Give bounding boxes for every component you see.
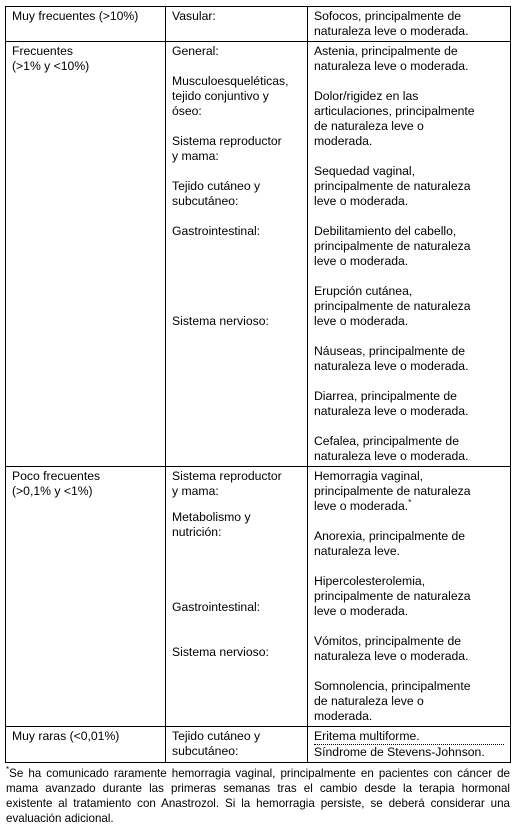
- effect-text: Síndrome de Stevens-Johnson.: [314, 745, 485, 759]
- system-label: Metabolismo y nutrición:: [172, 510, 251, 539]
- footnote: [6, 766, 510, 826]
- effect-text: Astenia, principalmente de naturaleza leve o moderada.: [314, 44, 469, 73]
- adverse-reactions-table: [5, 6, 511, 763]
- effect-cell: [308, 727, 511, 763]
- effect-text: Dolor/rigidez en las articulaciones, principalmente de naturaleza leve o moderada.: [314, 89, 475, 148]
- system-label: Sistema nervioso:: [172, 645, 269, 659]
- system-label: Vasular:: [172, 9, 216, 23]
- effect-text: Sequedad vaginal, principalmente de naturaleza leve o moderada.: [314, 164, 471, 208]
- system-label: Sistema reproductor y mama:: [172, 134, 282, 163]
- effect-text-body: Hemorragia vaginal, principalmente de naturaleza leve o moderada.: [314, 469, 471, 513]
- effect-text: Eritema multiforme.: [314, 729, 504, 745]
- system-cell: [166, 42, 308, 467]
- frequency-cell: [6, 42, 166, 467]
- system-cell: [166, 727, 308, 763]
- frequency-label: Poco frecuentes (>0,1% y <1%): [12, 469, 101, 498]
- frequency-cell: [6, 727, 166, 763]
- system-label: Sistema nervioso:: [172, 314, 269, 328]
- effect-text: Náuseas, principalmente de naturaleza leve o moderada.: [314, 344, 469, 373]
- effect-text: [314, 469, 504, 514]
- effect-text: Erupción cutánea, principalmente de naturaleza leve o moderada.: [314, 284, 471, 328]
- system-label: Tejido cutáneo y subcutáneo:: [172, 179, 261, 208]
- frequency-label: Muy raras (<0,01%): [12, 729, 120, 743]
- effect-cell: [308, 42, 511, 467]
- frequency-label: Muy frecuentes (>10%): [12, 9, 139, 23]
- footnote-marker: *: [408, 497, 412, 507]
- frequency-cell: [6, 7, 166, 42]
- effect-text: Diarrea, principalmente de naturaleza leve o moderada.: [314, 389, 469, 418]
- system-label: Musculoesqueléticas, tejido conjuntivo y óseo:: [172, 74, 289, 118]
- system-label: Sistema reproductor y mama:: [172, 469, 282, 498]
- effect-text: Hipercolesterolemia, principalmente de naturaleza leve o moderada.: [314, 574, 471, 618]
- effect-text: Anorexia, principalmente de naturaleza leve.: [314, 529, 466, 558]
- effect-text: Somnolencia, principalmente de naturaleza leve o moderada.: [314, 679, 471, 723]
- effect-text: Vómitos, principalmente de naturaleza leve o moderada.: [314, 634, 469, 663]
- footnote-text: Se ha comunicado raramente hemorragia vaginal, principalmente en pacientes con cáncer de mama avanzado durante las primeras semanas tras el cambio desde la terapia hormonal existente al tratamiento con Anastrozol. Si la hemorragia persiste, se deberá considerar una evaluación adicional.: [6, 767, 510, 825]
- system-label: Gastrointestinal:: [172, 224, 261, 238]
- system-cell: [166, 7, 308, 42]
- system-label: General:: [172, 44, 219, 58]
- effect-text: Cefalea, principalmente de naturaleza leve o moderada.: [314, 434, 469, 463]
- table-row: [6, 7, 511, 42]
- system-label: Tejido cutáneo y subcutáneo:: [172, 729, 261, 758]
- table-row: [6, 42, 511, 467]
- effect-text: Sofocos, principalmente de naturaleza leve o moderada.: [314, 9, 469, 38]
- table-row: [6, 727, 511, 763]
- table-row: [6, 467, 511, 727]
- effect-cell: [308, 7, 511, 42]
- frequency-label: Frecuentes (>1% y <10%): [12, 44, 90, 73]
- system-cell: [166, 467, 308, 727]
- effect-cell: [308, 467, 511, 727]
- footnote-marker: *: [6, 765, 10, 775]
- frequency-cell: [6, 467, 166, 727]
- system-label: Gastrointestinal:: [172, 600, 261, 614]
- effect-text: Debilitamiento del cabello, principalmente de naturaleza leve o moderada.: [314, 224, 471, 268]
